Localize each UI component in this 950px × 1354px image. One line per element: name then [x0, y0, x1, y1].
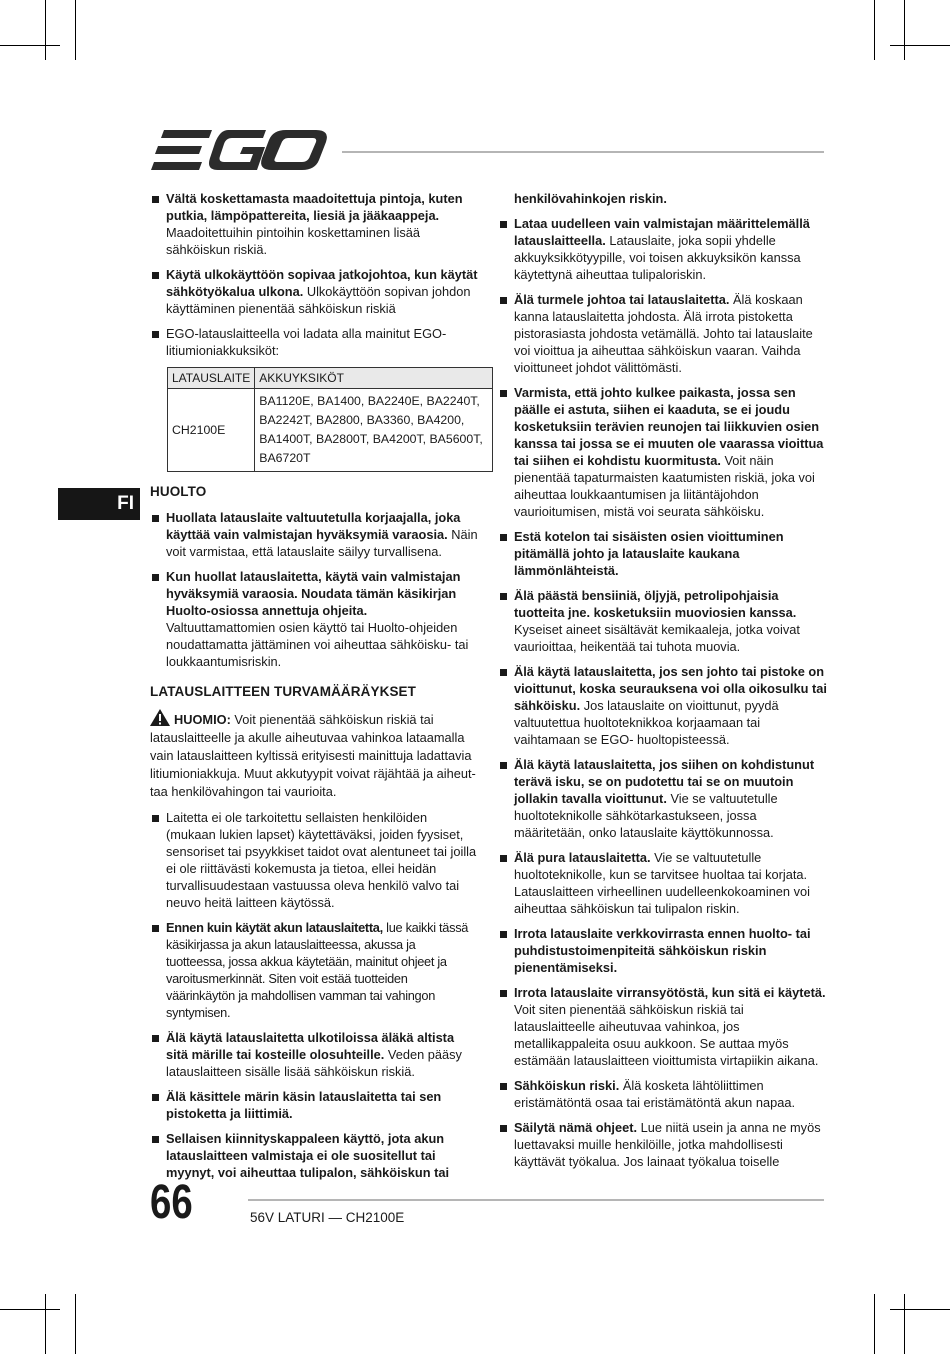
ego-logo: [150, 128, 330, 172]
header-rule: [342, 151, 824, 153]
crop-mark: [904, 1294, 905, 1354]
list-item: Sellaisen kiinnityskappaleen käyttö, jota akun latauslaitteen valmistaja ei ole suositellut tai myynyt, voi aiheuttaa tulipalon, sähköiskun tai: [150, 1130, 478, 1181]
language-tab: FI: [58, 488, 140, 520]
crop-mark: [904, 0, 905, 60]
table-header: AKKUYKSIKÖT: [255, 368, 493, 389]
battery-compatibility-table: [167, 367, 493, 472]
crop-mark: [874, 0, 875, 60]
right-column: [498, 190, 828, 1178]
table-row: [168, 389, 493, 472]
list-item: Älä käytä latauslaitetta, jos sen johto tai pistoke on vioittunut, koska seurauksena voi olla oikosulku tai sähköisku. Jos latauslaite on vioittunut, pyydä valtuutettua huoltoteknikkoa korjaamaan tai vaihtamaan se EGO- huoltopisteessä.: [498, 663, 828, 748]
page-number: 66: [150, 1176, 193, 1229]
list-item: Vältä koskettamasta maadoitettuja pintoja, kuten putkia, lämpöpattereita, liesiä ja jääkaappeja. Maadoitettuihin pintoihin koskettaminen lisää sähköiskun riskiä.: [150, 190, 478, 258]
list-item: Ennen kuin käytät akun latauslaitetta, lue kaikki tässä käsikirjassa ja akun latauslaitteessa, akussa ja tuotteessa, jossa akkua käytetään, mainitut ohjeet ja varoitusmerkinnät. Siten voit estää tuotteiden väärinkäytön ja mahdollisen vamman tai vahingon syntymisen.: [150, 919, 478, 1021]
list-item: Irrota latauslaite verkkovirrasta ennen huolto- tai puhdistustoimenpiteitä sähköiskun riskin pienentämiseksi.: [498, 925, 828, 976]
crop-mark: [45, 0, 46, 60]
charger-model-cell: CH2100E: [168, 389, 255, 472]
crop-mark: [874, 1294, 875, 1354]
list-item: EGO-latauslaitteella voi ladata alla mainitut EGO-litiumioniakkuksiköt:: [150, 325, 478, 359]
crop-mark: [0, 1309, 60, 1310]
list-item: Älä päästä bensiiniä, öljyjä, petrolipohjaisia tuotteita jne. kosketuksiin muoviosien kanssa. Kyseiset aineet sisältävät kemikaaleja, jotka voivat vaurioittaa, heikentää tai tuhota muovia.: [498, 587, 828, 655]
continuation-text: henkilövahinkojen riskin.: [514, 191, 667, 206]
crop-mark: [0, 45, 60, 46]
battery-models-line: BA6720T: [259, 451, 311, 465]
crop-mark: [890, 45, 950, 46]
list-item: Sähköiskun riski. Älä kosketa lähtöliittimen eristämätöntä osaa tai eristämätöntä akun napaa.: [498, 1077, 828, 1111]
warning-paragraph: [150, 709, 478, 801]
battery-models-line: BA1120E, BA1400, BA2240E, BA2240T,: [259, 394, 480, 408]
list-item: Älä käytä latauslaitetta, jos siihen on kohdistunut terävä isku, se on pudotettu tai se on muutoin jollakin tavalla vioittunut. Vie se valtuutetulle huoltoteknikolle sähkötarkastukseen, jossa määritetään, onko latauslaite käyttökunnossa.: [498, 756, 828, 841]
list-item: Huollata latauslaite valtuutetulla korjaajalla, joka käyttää vain valmistajan hyväksymiä varaosia. Näin voit varmistaa, että latauslaite säilyy turvallisena.: [150, 509, 478, 560]
crop-mark: [75, 0, 76, 60]
left-column: [150, 190, 483, 1189]
crop-mark: [75, 1294, 76, 1354]
battery-models-cell: [255, 389, 493, 472]
list-item: Älä pura latauslaitetta. Vie se valtuutetulle huoltoteknikolle, kun se tarvitsee huoltaa tai korjata. Latauslaitteen virheellinen uudelleenkokoaminen voi aiheuttaa sähköiskun tai tulipalon riskin.: [498, 849, 828, 917]
list-item: Älä turmele johtoa tai latauslaitetta. Älä koskaan kanna latauslaitetta johdosta. Älä irrota pistoketta pistorasiasta johdosta vetämällä. Johto tai latauslaite voi vioittua ja aiheuttaa sähköiskun vaaran. Vaihda vioittuneet johdot välittömästi.: [498, 291, 828, 376]
section-title-huolto: HUOLTO: [150, 484, 207, 499]
list-item: Säilytä nämä ohjeet. Lue niitä usein ja anna ne myös luettavaksi muille henkilöille, jotka mahdollisesti käyttävät työkalua. Jos lainaat työkalua toiselle: [498, 1119, 828, 1170]
table-header: LATAUSLAITE: [168, 368, 255, 389]
list-item: Lataa uudelleen vain valmistajan määrittelemällä latauslaitteella. Latauslaite, joka sopii yhdelle akkuyksikkötyypille, voi toisen akkuyksikön kanssa käytettynä aiheuttaa tulipaloriskin.: [498, 215, 828, 283]
list-item: Estä kotelon tai sisäisten osien vioittuminen pitämällä johto ja latauslaite kaukana lämmönlähteistä.: [498, 528, 828, 579]
warning-triangle-icon: [150, 709, 170, 726]
section-title-safety: LATAUSLAITTEEN TURVAMÄÄRÄYKSET: [150, 684, 416, 699]
battery-models-line: BA2242T, BA2800, BA3360, BA4200,: [259, 413, 465, 427]
list-item: Kun huollat latauslaitetta, käytä vain valmistajan hyväksymiä varaosia. Noudata tämän käsikirjan Huolto-osiossa annettuja ohjeita. Valtuuttamattomien osien käyttö tai Huolto-ohjeiden noudattamatta jättäminen voi aiheuttaa sähköisku- tai loukkaantumisriskin.: [150, 568, 478, 670]
warning-text: Voit pienentää sähköiskun riskiä tai latauslaitteelle ja akulle aiheutuvaa vahinkoa lataamalla vain latauslaitteen kyltissä erityisesti mainittuja ladattavia litiumioniakkuja. Muut akkutyypit voivat räjähtää ja aiheut-taa henkilövahingon tai vaurioita.: [150, 712, 476, 799]
table-header-row: [168, 368, 493, 389]
list-item: Käytä ulkokäyttöön sopivaa jatkojohtoa, kun käytät sähkötyökalua ulkona. Ulkokäyttöön sopivan johdon käyttäminen pienentää sähköiskun riskiä: [150, 266, 478, 317]
list-item: Älä käsittele märin käsin latauslaitetta tai sen pistoketta ja liittimiä.: [150, 1088, 478, 1122]
crop-mark: [45, 1294, 46, 1354]
list-item: Älä käytä latauslaitetta ulkotiloissa äläkä altista sitä märille tai kosteille olosuhteille. Veden pääsy latauslaitteen sisälle lisää sähköiskun riskiä.: [150, 1029, 478, 1080]
footer-text: 56V LATURI — CH2100E: [250, 1210, 405, 1225]
footer-rule: [248, 1199, 824, 1201]
warning-label: HUOMIO:: [174, 712, 231, 727]
crop-mark: [890, 1309, 950, 1310]
list-item: Irrota latauslaite virransyötöstä, kun sitä ei käytetä. Voit siten pienentää sähköiskun riskiä tai latauslaitteelle aiheutuvaa vahinkoa, jos metallikappaleita osuu aukkoon. Se auttaa myös estämään latauslaitteen vioittumista virtapiikin aikana.: [498, 984, 828, 1069]
battery-models-line: BA1400T, BA2800T, BA4200T, BA5600T,: [259, 432, 483, 446]
list-item: Laitetta ei ole tarkoitettu sellaisten henkilöiden (mukaan lukien lapset) käytettäväksi, joiden fyysiset, sensoriset tai psyykkiset taidot ovat alentuneet tai joilla ei ole riittävästi kokemusta ja tietoa, ellei heidän turvallisuudestaan vastuussa oleva henkilö valvo tai neuvo heitä laitteen käytössä.: [150, 809, 478, 911]
list-item: Varmista, että johto kulkee paikasta, jossa sen päälle ei astuta, siihen ei kaaduta, se ei joudu kosketuksiin terävien reunojen tai liikkuvien osien kanssa tai jossa se ei muuten ole vaarassa vioittua tai siihen ei kohdistu kuormitusta. Voit näin pienentää tapaturmaisten kaatumisten riskiä, joka voi aiheuttaa loukkaantumisen ja liitäntäjohdon vaurioitumisen, mistä voi seurata sähköisku.: [498, 384, 828, 520]
